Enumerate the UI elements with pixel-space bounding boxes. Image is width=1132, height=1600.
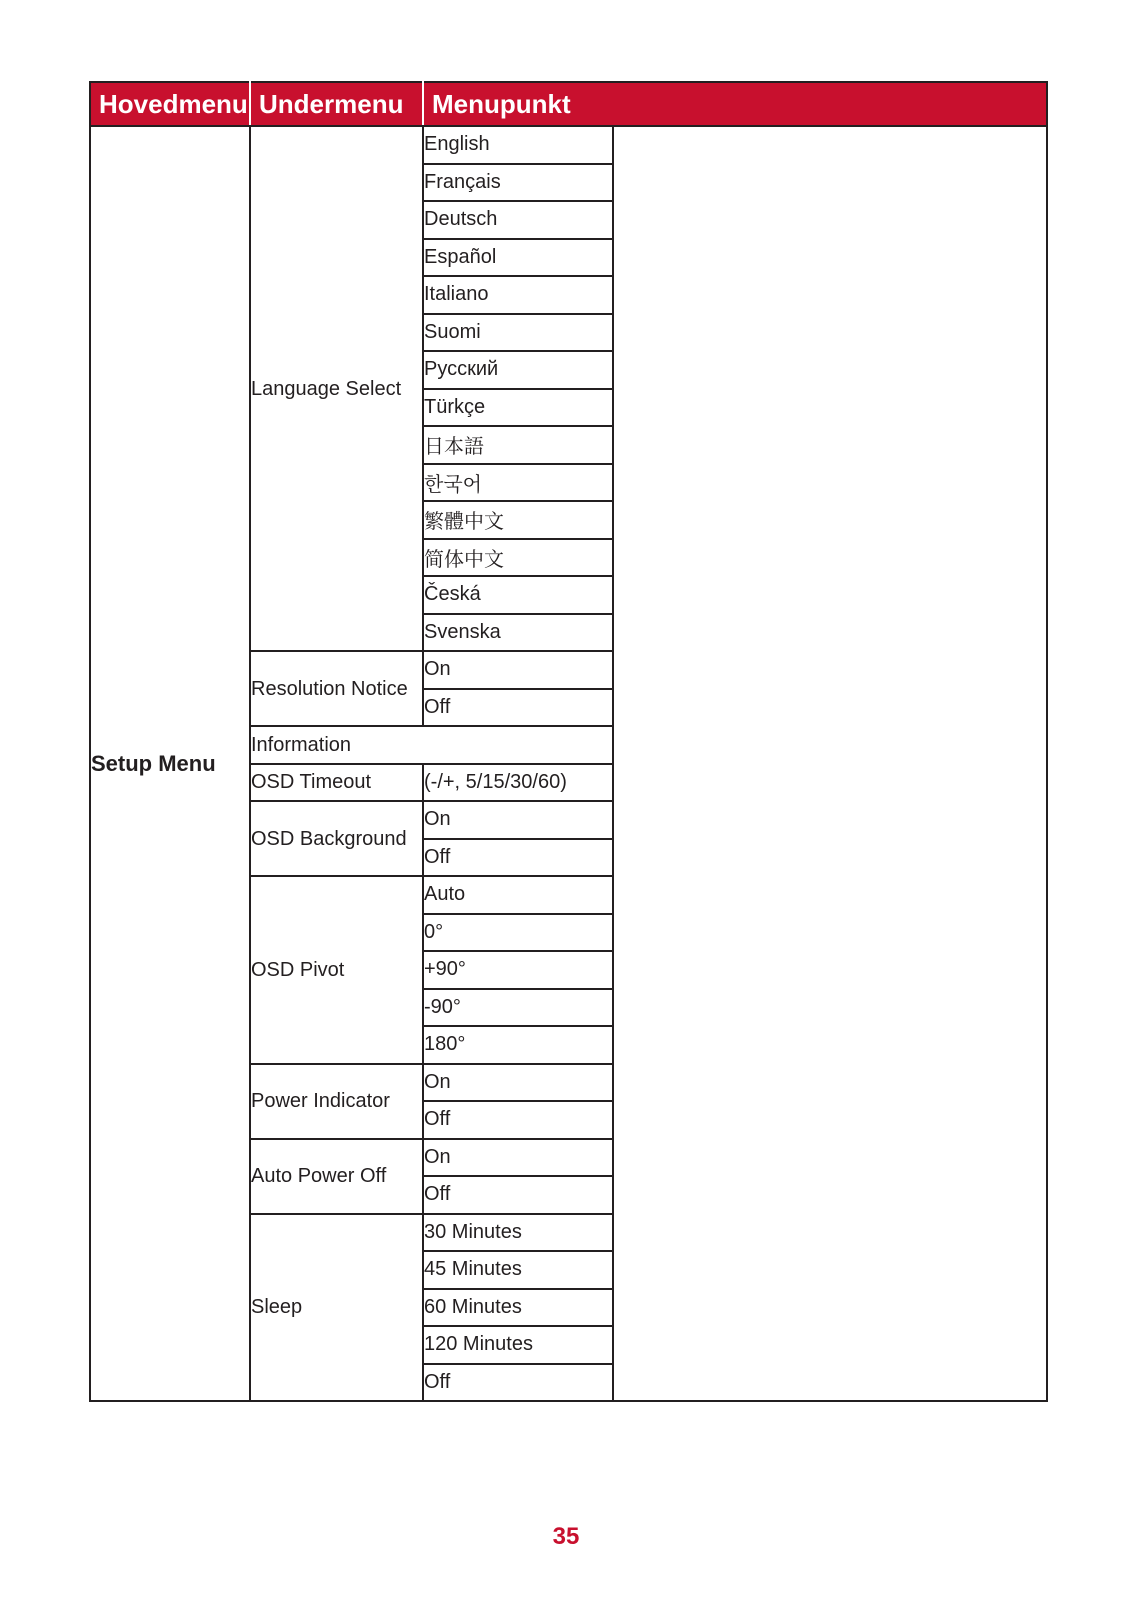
menu-item-cell: Deutsch	[423, 201, 613, 239]
menu-item-cell: (-/+, 5/15/30/60)	[423, 764, 613, 802]
menu-item-cell: 한국어	[423, 464, 613, 502]
table-row	[90, 126, 1047, 164]
menu-item-cell: Off	[423, 1176, 613, 1214]
header-menu-item: Menupunkt	[423, 82, 1047, 126]
submenu-cell: Auto Power Off	[250, 1139, 423, 1214]
menu-item-cell: Auto	[423, 876, 613, 914]
menu-item-cell: 繁體中文	[423, 501, 613, 539]
menu-item-cell: Suomi	[423, 314, 613, 352]
menu-item-cell: -90°	[423, 989, 613, 1027]
submenu-cell: OSD Pivot	[250, 876, 423, 1064]
menu-item-cell: 45 Minutes	[423, 1251, 613, 1289]
menu-item-cell: On	[423, 651, 613, 689]
header-submenu: Undermenu	[250, 82, 423, 126]
menu-item-cell: Türkçe	[423, 389, 613, 427]
menu-item-cell: Italiano	[423, 276, 613, 314]
menu-item-cell: 简体中文	[423, 539, 613, 577]
blank-column-cell	[613, 126, 1047, 1401]
page-number: 35	[552, 1523, 580, 1550]
menu-item-cell: Français	[423, 164, 613, 202]
menu-item-cell: 120 Minutes	[423, 1326, 613, 1364]
menu-item-cell: 日本語	[423, 426, 613, 464]
menu-item-cell: 30 Minutes	[423, 1214, 613, 1252]
menu-item-cell: Off	[423, 839, 613, 877]
menu-item-cell: English	[423, 126, 613, 164]
header-main-menu: Hovedmenu	[90, 82, 250, 126]
menu-item-cell: 180°	[423, 1026, 613, 1064]
menu-item-cell: On	[423, 801, 613, 839]
menu-item-cell: Español	[423, 239, 613, 277]
menu-item-cell: +90°	[423, 951, 613, 989]
menu-item-cell: 60 Minutes	[423, 1289, 613, 1327]
main-menu-cell: Setup Menu	[90, 126, 250, 1401]
header-row	[90, 82, 1047, 126]
menu-item-cell: Русский	[423, 351, 613, 389]
submenu-cell: Language Select	[250, 126, 423, 651]
menu-item-cell: Česká	[423, 576, 613, 614]
menu-table	[89, 81, 1048, 1402]
menu-item-cell: Off	[423, 1101, 613, 1139]
menu-item-cell: On	[423, 1064, 613, 1102]
menu-item-cell: Svenska	[423, 614, 613, 652]
menu-item-cell: Off	[423, 1364, 613, 1402]
menu-item-cell: 0°	[423, 914, 613, 952]
submenu-cell: Information	[250, 726, 613, 764]
submenu-cell: OSD Background	[250, 801, 423, 876]
menu-item-cell: On	[423, 1139, 613, 1177]
submenu-cell: OSD Timeout	[250, 764, 423, 802]
submenu-cell: Sleep	[250, 1214, 423, 1402]
menu-item-cell: Off	[423, 689, 613, 727]
menu-table-body	[90, 82, 1047, 1401]
submenu-cell: Power Indicator	[250, 1064, 423, 1139]
submenu-cell: Resolution Notice	[250, 651, 423, 726]
